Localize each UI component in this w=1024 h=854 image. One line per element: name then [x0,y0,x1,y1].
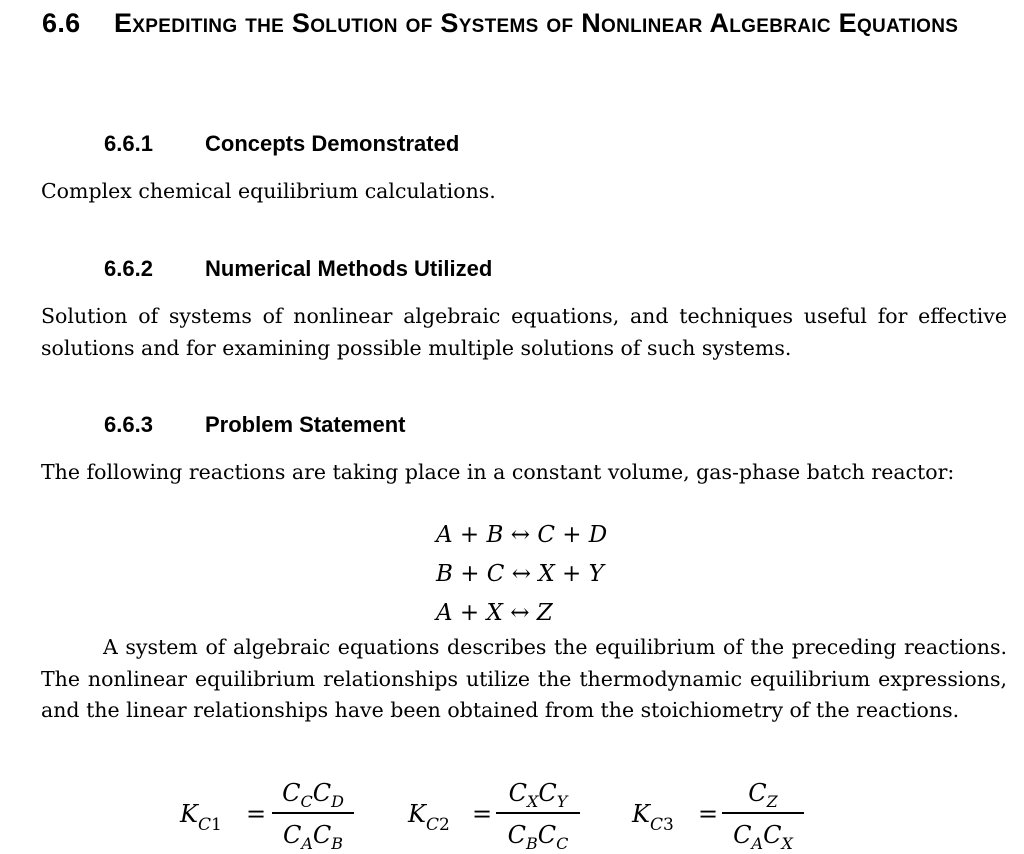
equilibrium-equation-2 [408,776,588,853]
section-number: 6.6 [42,8,81,38]
equilibrium-equation-3 [632,776,812,853]
subsection-title: Numerical Methods Utilized [205,256,493,281]
reaction-1 [436,521,607,549]
reaction-products: C + D [537,522,608,548]
subsection-title: Problem Statement [205,412,406,437]
equilibrium-arrow: ↔ [510,522,530,548]
equilibrium-constant: $K_{C3}$ [632,800,674,835]
subsection-number: 6.6.3 [104,412,153,437]
fraction-numerator: $C_Z$ [748,779,778,811]
concentration-fraction [722,776,804,853]
equilibrium-arrow: ↔ [510,600,530,626]
reaction-products: Z [536,600,553,626]
concentration-fraction [272,776,354,853]
equals-sign: = [472,800,493,828]
problem-paragraph: The following reactions are taking place in a constant volume, gas-phase batch reactor: [41,460,955,484]
fraction-denominator: $C_AC_X$ [733,821,793,853]
reaction-3 [436,599,553,627]
equilibrium-arrow: ↔ [511,561,531,587]
fraction-denominator: $C_AC_B$ [282,821,344,853]
concepts-paragraph: Complex chemical equilibrium calculations. [41,179,496,203]
fraction-bar [722,812,804,814]
equilibrium-paragraph: A system of algebraic equations describes the equilibrium of the preceding reactions. The nonlinear equilibrium relationships utilize the thermodynamic equilibrium expressions, and the linear relationships have been obtained from the stoichiometry of the reactions. [41,635,1007,722]
equals-sign: = [246,800,267,828]
fraction-bar [272,812,354,814]
methods-paragraph: Solution of systems of nonlinear algebraic equations, and techniques useful for effective solutions and for examining possible multiple solutions of such systems. [41,304,1007,360]
concentration-fraction [496,776,580,853]
equilibrium-equation-1 [180,776,360,853]
equilibrium-constant: $K_{C1}$ [180,800,222,835]
reaction-2 [436,560,604,588]
section-title: Expediting the Solution of Systems of Nonlinear Algebraic Equations [114,8,959,38]
fraction-bar [496,812,580,814]
subsection-title: Concepts Demonstrated [205,131,460,156]
subsection-number: 6.6.1 [104,131,153,156]
fraction-numerator: $C_XC_Y$ [508,779,568,811]
equilibrium-constant: $K_{C2}$ [408,800,450,835]
reaction-reactants: B + C [436,561,505,587]
reaction-products: X + Y [538,561,604,587]
subsection-number: 6.6.2 [104,256,153,281]
equals-sign: = [698,800,719,828]
fraction-denominator: $C_BC_C$ [507,821,569,853]
fraction-numerator: $C_CC_D$ [282,779,344,811]
reaction-reactants: A + B [436,522,504,548]
reaction-reactants: A + X [436,600,503,626]
